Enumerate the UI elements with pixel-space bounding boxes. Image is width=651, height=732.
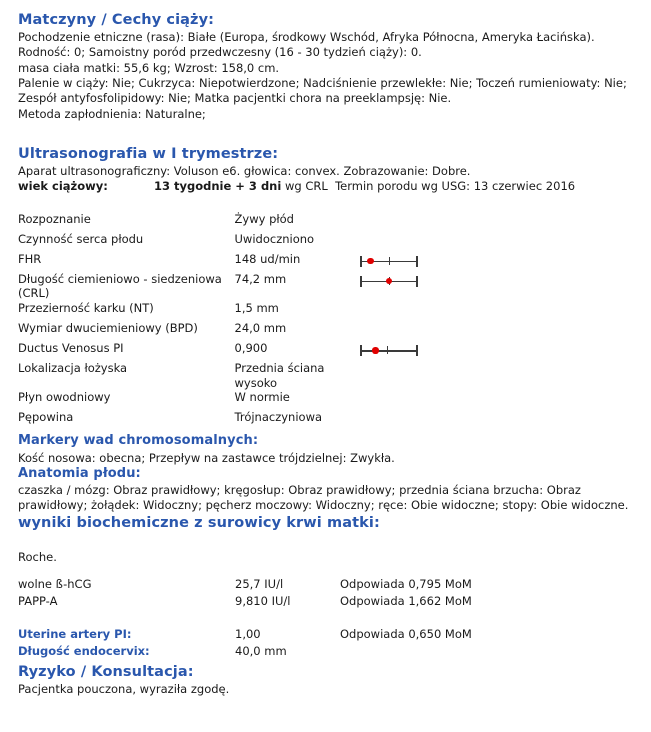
biochemistry-row	[0, 593, 651, 610]
spacer-before-lab	[0, 533, 651, 550]
risk-section-heading: Ryzyko / Konsultacja:	[18, 663, 194, 680]
biochemistry-row	[0, 626, 651, 643]
measurement-graph-cell	[358, 341, 651, 361]
range-cap-right	[416, 345, 418, 356]
measurement-row	[0, 212, 651, 232]
measurement-label: Czynność serca płodu	[18, 231, 144, 246]
maternal-section-heading: Matczyny / Cechy ciąży:	[18, 12, 215, 28]
biochemistry-mom-value: Odpowiada 1,662 MoM	[340, 593, 472, 608]
measurement-row	[0, 410, 651, 430]
measurement-graph-cell	[358, 232, 651, 252]
biochemistry-value: 25,7 IU/l	[235, 577, 284, 592]
maternal-conception: Metoda zapłodnienia: Naturalne;	[18, 106, 206, 121]
spacer-before-measurements	[0, 195, 651, 212]
measurement-value: 74,2 mm	[234, 271, 287, 286]
laboratory-name: Roche.	[18, 549, 57, 564]
biochemistry-label: PAPP-A	[18, 593, 58, 608]
measurement-value: W normie	[234, 390, 290, 405]
reference-range-indicator	[358, 344, 420, 357]
gestational-age-value: 13 tygodnie + 3 dni	[154, 179, 282, 194]
measurement-label: FHR	[18, 251, 42, 266]
range-cap-left	[360, 345, 362, 356]
measurement-row	[0, 390, 651, 410]
top-spacer	[0, 0, 651, 11]
measurement-graph-cell	[358, 212, 651, 232]
measurement-label: Lokalizacja łożyska	[18, 360, 128, 375]
maternal-parity: Rodność: 0; Samoistny poród przedwczesny (16 - 30 tydzień ciąży): 0.	[18, 45, 422, 60]
markers-text: Kość nosowa: obecna; Przepływ na zastawce trójdzielnej: Zwykła.	[18, 450, 395, 465]
measurement-value: Przednia ściana wysoko	[234, 360, 325, 390]
measurement-label: Rozpoznanie	[18, 211, 91, 226]
maternal-ethnicity: Pochodzenie etniczne (rasa): Białe (Europa, środkowy Wschód, Afryka Północna, Ameryka Łacińska).	[18, 30, 595, 45]
measurement-row	[0, 252, 651, 272]
biochemistry-extra-table	[0, 626, 651, 659]
range-axis-line	[361, 350, 417, 352]
biochemistry-value: 1,00	[235, 627, 261, 642]
range-value-marker-dot	[372, 347, 378, 353]
ultrasound-section-heading: Ultrasonografia w I trymestrze:	[18, 145, 279, 162]
biochemistry-value: 40,0 mm	[235, 644, 287, 659]
gestational-age-line	[18, 179, 651, 194]
measurement-row	[0, 232, 651, 252]
range-value-marker-dot	[386, 278, 392, 284]
gestational-age-label: wiek ciążowy:	[18, 179, 108, 194]
measurement-graph-cell	[358, 390, 651, 410]
anatomy-text: czaszka / mózg: Obraz prawidłowy; kręgosłup: Obraz prawidłowy; przednia ściana brzucha: Obraz prawidłowy; żołądek: Widoczny; pęcherz moczowy: Widoczny; ręce: Obie widoczne; stopy: Obie widoczne.	[18, 483, 629, 513]
range-cap-right	[416, 276, 418, 287]
measurements-table	[0, 212, 651, 431]
measurement-graph-cell	[358, 361, 651, 390]
biochemistry-row	[0, 643, 651, 660]
measurement-row	[0, 301, 651, 321]
range-median-tick	[387, 346, 389, 354]
biochemistry-table	[0, 576, 651, 609]
biochemistry-mom-value: Odpowiada 0,650 MoM	[340, 627, 472, 642]
anatomy-section-heading: Anatomia płodu:	[18, 465, 141, 481]
measurement-value: 0,900	[234, 340, 268, 355]
measurement-row	[0, 361, 651, 390]
measurement-label: Płyn owodniowy	[18, 390, 111, 405]
spacer-between-biochem-blocks	[0, 609, 651, 626]
measurement-value: 148 ud/min	[234, 251, 301, 266]
biochemistry-value: 9,810 IU/l	[235, 593, 291, 608]
range-value-marker-dot	[367, 258, 373, 264]
measurement-value: 24,0 mm	[234, 320, 287, 335]
gestational-age-method: wg CRL	[284, 179, 328, 194]
maternal-weight-height: masa ciała matki: 55,6 kg; Wzrost: 158,0 cm.	[18, 60, 280, 75]
measurement-label: Pępowina	[18, 410, 74, 425]
biochemistry-mom-value	[340, 643, 651, 660]
measurement-row	[0, 341, 651, 361]
risk-text: Pacjentka pouczona, wyraziła zgodę.	[18, 681, 230, 696]
range-median-tick	[389, 257, 391, 265]
biochemistry-label: Uterine artery PI:	[18, 627, 132, 642]
measurement-value: Uwidoczniono	[234, 231, 315, 246]
measurement-label: Długość ciemieniowo - siedzeniowa (CRL)	[18, 271, 222, 301]
measurement-value: 1,5 mm	[234, 300, 279, 315]
biochemistry-extra-table-body	[0, 626, 651, 659]
measurement-value: Trójnaczyniowa	[234, 410, 323, 425]
spacer-before-biochem-table	[0, 565, 651, 576]
measurement-graph-cell	[358, 321, 651, 341]
measurement-graph-cell	[358, 301, 651, 321]
estimated-due-date: Termin porodu wg USG: 13 czerwiec 2016	[335, 179, 576, 194]
markers-section-heading: Markery wad chromosomalnych:	[18, 433, 259, 449]
measurement-row	[0, 321, 651, 341]
biochemistry-table-body	[0, 576, 651, 609]
measurement-label: Ductus Venosus PI	[18, 340, 124, 355]
biochemistry-row	[0, 576, 651, 593]
biochemistry-mom-value: Odpowiada 0,795 MoM	[340, 577, 472, 592]
spacer-after-maternal	[0, 122, 651, 139]
measurements-table-body	[0, 212, 651, 431]
range-cap-right	[416, 256, 418, 267]
reference-range-indicator	[358, 255, 420, 268]
maternal-history: Palenie w ciąży: Nie; Cukrzyca: Niepotwierdzone; Nadciśnienie przewlekłe: Nie; Toczeń rumieniowaty: Nie; Zespół antyfosfolipidowy: Nie; Matka pacjentki chora na preeklampsję: Nie.	[18, 75, 627, 106]
measurement-row	[0, 272, 651, 301]
ultrasound-device-line: Aparat ultrasonograficzny: Voluson e6. głowica: convex. Zobrazowanie: Dobre.	[18, 163, 471, 178]
measurement-graph-cell	[358, 252, 651, 272]
range-cap-left	[360, 276, 362, 287]
biochemistry-section-heading: wyniki biochemiczne z surowicy krwi matki:	[18, 514, 380, 531]
biochemistry-label: Długość endocervix:	[18, 644, 150, 659]
measurement-graph-cell	[358, 272, 651, 301]
biochemistry-label: wolne ß-hCG	[18, 577, 92, 592]
measurement-value: Żywy płód	[234, 211, 294, 226]
measurement-label: Wymiar dwuciemieniowy (BPD)	[18, 320, 198, 335]
range-cap-left	[360, 256, 362, 267]
measurement-graph-cell	[358, 410, 651, 430]
measurement-label: Przezierność karku (NT)	[18, 300, 154, 315]
reference-range-indicator	[358, 275, 420, 288]
